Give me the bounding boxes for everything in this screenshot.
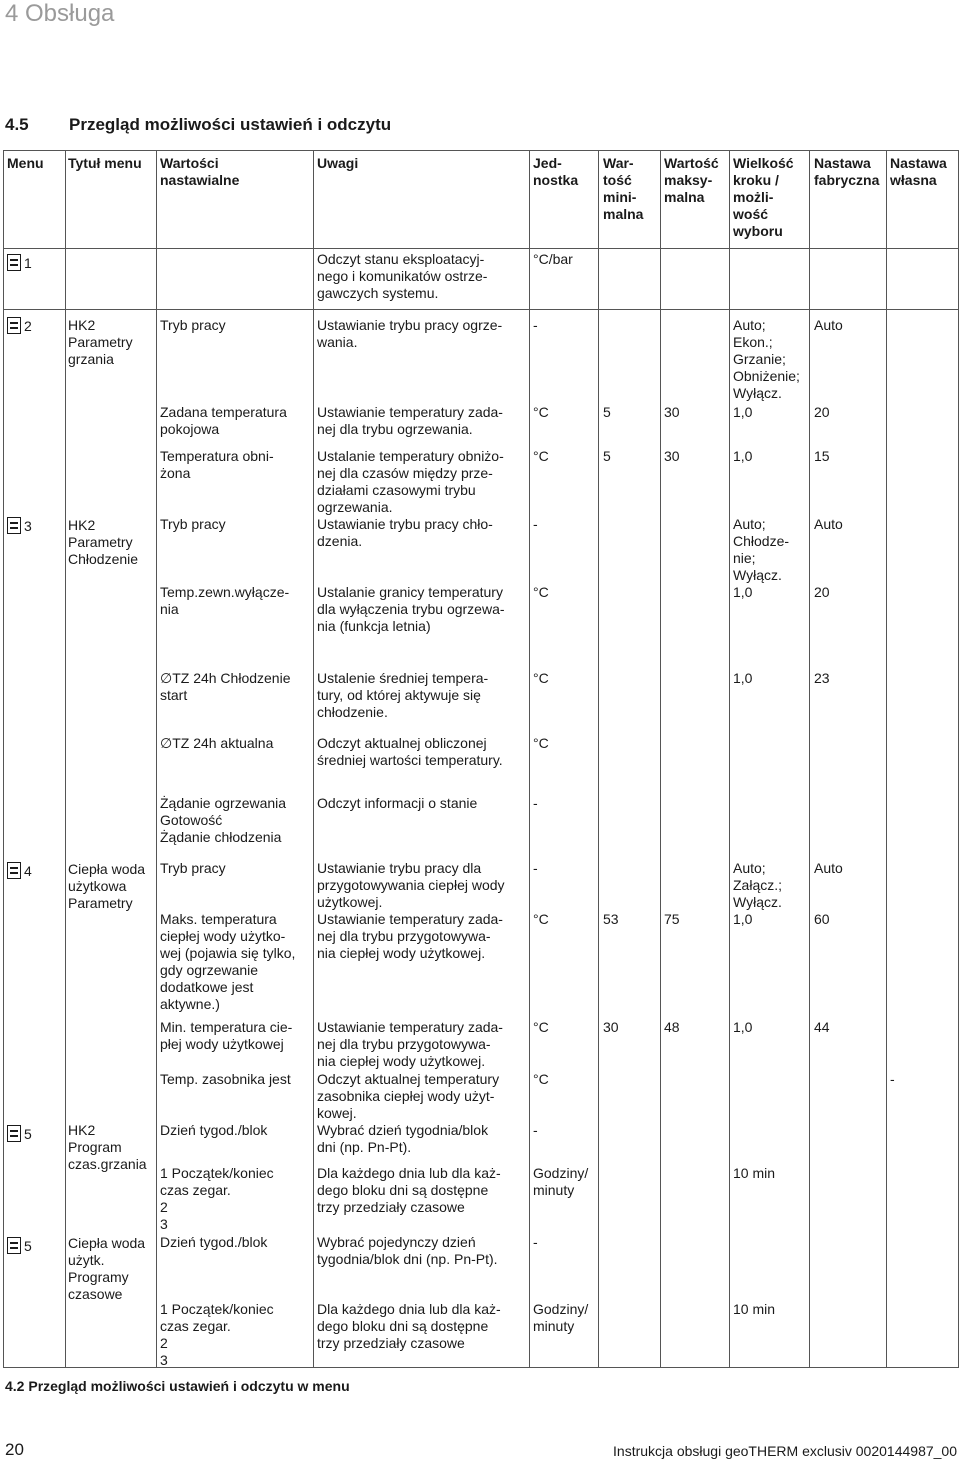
table-top-border bbox=[3, 150, 959, 151]
row-step: Auto; Ekon.; Grzanie; Obniżenie; Wyłącz. bbox=[733, 317, 800, 401]
menu-title: HK2 Parametry Chłodzenie bbox=[68, 517, 139, 567]
row-factory: 15 bbox=[814, 448, 830, 464]
row-setting: Tryb pracy bbox=[160, 860, 226, 876]
row-factory: Auto bbox=[814, 860, 843, 876]
row-min: 30 bbox=[603, 1019, 619, 1035]
row-unit: °C bbox=[533, 404, 549, 420]
row-note: Ustalenie średniej tempera- tury, od której aktywuje się chłodzenie. bbox=[317, 670, 489, 720]
table-header-border bbox=[3, 248, 959, 249]
row-note: Odczyt stanu eksploatacyj- nego i komunikatów ostrze- gawczych systemu. bbox=[317, 251, 488, 301]
row-factory: 20 bbox=[814, 584, 830, 600]
page-number: 20 bbox=[5, 1440, 24, 1459]
row-setting: Min. temperatura cie- płej wody użytkowej bbox=[160, 1019, 293, 1052]
row-step: Auto; Załącz.; Wyłącz. bbox=[733, 860, 783, 910]
menu-number: 2 bbox=[24, 318, 32, 334]
row-note: Ustawianie trybu pracy dla przygotowywania ciepłej wody użytkowej. bbox=[317, 860, 505, 910]
column-line bbox=[529, 150, 530, 1368]
row-setting: Temp. zasobnika jest bbox=[160, 1071, 291, 1087]
column-line bbox=[3, 150, 4, 1368]
row-unit: °C/bar bbox=[533, 251, 573, 267]
row-note: Wybrać pojedynczy dzień tygodnia/blok dni (np. Pn-Pt). bbox=[317, 1234, 498, 1267]
menu-icon bbox=[7, 1237, 21, 1254]
row-unit: - bbox=[533, 860, 538, 876]
row-step: 1,0 bbox=[733, 1019, 753, 1035]
menu-number: 4 bbox=[24, 863, 32, 879]
row-unit: - bbox=[533, 1122, 538, 1138]
row-factory: 23 bbox=[814, 670, 830, 686]
row-note: Odczyt aktualnej obliczonej średniej wartości temperatury. bbox=[317, 735, 503, 768]
row-factory: Auto bbox=[814, 317, 843, 333]
row-note: Odczyt informacji o stanie bbox=[317, 795, 478, 811]
row-unit: °C bbox=[533, 584, 549, 600]
menu-icon bbox=[7, 517, 21, 534]
row-factory: Auto bbox=[814, 516, 843, 532]
row-note: Ustawianie trybu pracy chło- dzenia. bbox=[317, 516, 493, 549]
menu-icon bbox=[7, 1125, 21, 1142]
row-unit: - bbox=[533, 516, 538, 532]
header-menu: Menu bbox=[7, 155, 44, 171]
row-note: Ustalanie granicy temperatury dla wyłączenia trybu ogrzewa- nia (funkcja letnia) bbox=[317, 584, 505, 634]
row-factory: 60 bbox=[814, 911, 830, 927]
row-unit: Godziny/ minuty bbox=[533, 1165, 589, 1198]
row-setting: Maks. temperatura ciepłej wody użytko- wej (pojawia się tylko, gdy ogrzewanie dodatkowe jest aktywne.) bbox=[160, 911, 296, 1012]
row-setting: Zadana temperatura pokojowa bbox=[160, 404, 287, 437]
row-setting: 1 Początek/koniec czas zegar. 2 3 bbox=[160, 1301, 274, 1368]
column-line bbox=[809, 150, 810, 1368]
row-note: Ustalanie temperatury obniżo- nej dla czasów między prze- działami czasowymi trybu ogrzewania. bbox=[317, 448, 504, 515]
row-note: Dla każdego dnia lub dla każ- dego bloku dni są dostępne trzy przedziały czasowe bbox=[317, 1301, 501, 1351]
row-step: 1,0 bbox=[733, 448, 753, 464]
column-line bbox=[598, 150, 599, 1368]
row-min: 53 bbox=[603, 911, 619, 927]
row-note: Wybrać dzień tygodnia/blok dni (np. Pn-Pt). bbox=[317, 1122, 489, 1155]
row-step: 1,0 bbox=[733, 584, 753, 600]
row-unit: °C bbox=[533, 670, 549, 686]
row-unit: °C bbox=[533, 911, 549, 927]
menu-title: Ciepła woda użytkowa Parametry bbox=[68, 861, 146, 911]
row-note: Ustawianie trybu pracy ogrze- wania. bbox=[317, 317, 503, 350]
row-step: 1,0 bbox=[733, 670, 753, 686]
row-setting: Dzień tygod./blok bbox=[160, 1234, 268, 1250]
header-factory-setting: Nastawa fabryczna bbox=[814, 155, 880, 188]
header-own-setting: Nastawa własna bbox=[890, 155, 947, 188]
chapter-title: 4 Obsługa bbox=[5, 0, 115, 27]
row-note: Dla każdego dnia lub dla każ- dego bloku dni są dostępne trzy przedziały czasowe bbox=[317, 1165, 501, 1215]
menu-title: HK2 Parametry grzania bbox=[68, 317, 133, 367]
column-line bbox=[729, 150, 730, 1368]
row-factory: 20 bbox=[814, 404, 830, 420]
menu-title: HK2 Program czas.grzania bbox=[68, 1122, 147, 1172]
row-note: Ustawianie temperatury zada- nej dla trybu przygotowywa- nia ciepłej wody użytkowej. bbox=[317, 1019, 503, 1069]
column-line bbox=[660, 150, 661, 1368]
row-step: 10 min bbox=[733, 1301, 776, 1317]
column-line bbox=[65, 150, 66, 1368]
header-max-value: Wartość maksy- malna bbox=[664, 155, 719, 205]
row-step: 1,0 bbox=[733, 911, 753, 927]
row-max: 75 bbox=[664, 911, 680, 927]
table-bottom-border bbox=[3, 1367, 959, 1368]
row-unit: - bbox=[533, 795, 538, 811]
row-setting: Tryb pracy bbox=[160, 516, 226, 532]
row-setting: Dzień tygod./blok bbox=[160, 1122, 268, 1138]
row-max: 30 bbox=[664, 404, 680, 420]
menu-title: Ciepła woda użytk. Programy czasowe bbox=[68, 1235, 146, 1302]
menu-icon bbox=[7, 317, 21, 334]
section-title bbox=[5, 115, 391, 135]
row-setting: Żądanie ogrzewania Gotowość Żądanie chłodzenia bbox=[160, 795, 287, 845]
row-separator bbox=[3, 309, 959, 310]
row-setting: ∅TZ 24h Chłodzenie start bbox=[160, 670, 291, 703]
row-unit: - bbox=[533, 1234, 538, 1250]
header-min-value: War- tość mini- malna bbox=[603, 155, 644, 222]
header-menu-title: Tytuł menu bbox=[68, 155, 142, 171]
column-line bbox=[313, 150, 314, 1368]
row-setting: ∅TZ 24h aktualna bbox=[160, 735, 274, 751]
row-note: Ustawianie temperatury zada- nej dla trybu przygotowywa- nia ciepłej wody użytkowej. bbox=[317, 911, 503, 961]
row-setting: Temp.zewn.wyłącze- nia bbox=[160, 584, 290, 617]
header-unit: Jed- nostka bbox=[533, 155, 579, 188]
section-title-text: Przegląd możliwości ustawień i odczytu bbox=[69, 115, 392, 134]
row-unit: °C bbox=[533, 1019, 549, 1035]
row-factory: 44 bbox=[814, 1019, 830, 1035]
row-unit: °C bbox=[533, 448, 549, 464]
document-reference: Instrukcja obsługi geoTHERM exclusiv 0020144987_00 bbox=[613, 1443, 957, 1459]
row-min: 5 bbox=[603, 448, 611, 464]
row-max: 48 bbox=[664, 1019, 680, 1035]
column-line bbox=[156, 150, 157, 1368]
column-line bbox=[958, 150, 959, 1368]
menu-number: 1 bbox=[24, 255, 32, 271]
column-line bbox=[886, 150, 887, 1368]
row-step: 1,0 bbox=[733, 404, 753, 420]
row-unit: - bbox=[533, 317, 538, 333]
header-settable-values: Wartości nastawialne bbox=[160, 155, 240, 188]
row-unit: °C bbox=[533, 735, 549, 751]
menu-number: 3 bbox=[24, 518, 32, 534]
row-setting: Tryb pracy bbox=[160, 317, 226, 333]
menu-icon bbox=[7, 254, 21, 271]
menu-icon bbox=[7, 862, 21, 879]
section-number: 4.5 bbox=[5, 115, 29, 134]
row-step: Auto; Chłodze- nie; Wyłącz. bbox=[733, 516, 790, 583]
row-max: 30 bbox=[664, 448, 680, 464]
row-note: Ustawianie temperatury zada- nej dla trybu ogrzewania. bbox=[317, 404, 503, 437]
menu-number: 5 bbox=[24, 1126, 32, 1142]
row-step: 10 min bbox=[733, 1165, 776, 1181]
row-unit: Godziny/ minuty bbox=[533, 1301, 589, 1334]
row-own-setting: - bbox=[890, 1071, 895, 1087]
row-setting: Temperatura obni- żona bbox=[160, 448, 274, 481]
row-note: Odczyt aktualnej temperatury zasobnika ciepłej wody użyt- kowej. bbox=[317, 1071, 500, 1121]
table-caption: 4.2 Przegląd możliwości ustawień i odczytu w menu bbox=[5, 1378, 350, 1394]
row-setting: 1 Początek/koniec czas zegar. 2 3 bbox=[160, 1165, 274, 1232]
row-min: 5 bbox=[603, 404, 611, 420]
menu-number: 5 bbox=[24, 1238, 32, 1254]
row-unit: °C bbox=[533, 1071, 549, 1087]
header-notes: Uwagi bbox=[317, 155, 359, 171]
header-step-size: Wielkość kroku / możli- wość wyboru bbox=[733, 155, 794, 239]
